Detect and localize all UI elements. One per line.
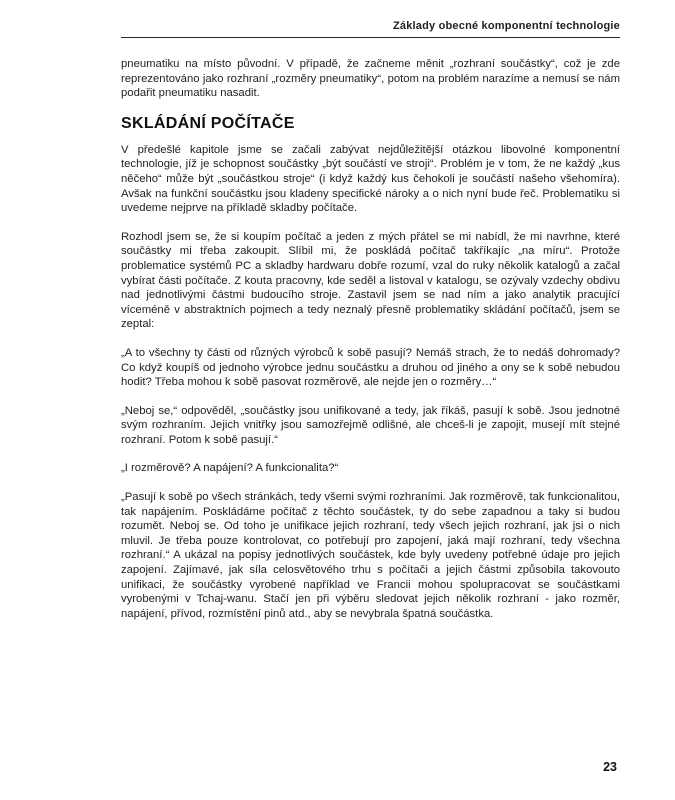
page-number: 23 xyxy=(603,760,617,774)
page-content xyxy=(121,57,620,635)
paragraph: „A to všechny ty části od různých výrobců k sobě pasují? Nemáš strach, že to nedáš dohromady? Co když koupíš od jednoho výrobce jednu součástku a druhou od jiného a ony se k sobě nebudou hodit? Třeba mohou k sobě pasovat rozměrově, ale nejde jen o rozměry…“ xyxy=(121,346,620,389)
paragraph: pneumatiku na místo původní. V případě, že začneme měnit „rozhraní součástky“, což je zde reprezentováno jako rozhraní „rozměry pneumatiky“, potom na problém narazíme a nemusí se nám podařit pneumatiku nasadit. xyxy=(121,58,620,100)
paragraph: „I rozměrově? A napájení? A funkcionalita?“ xyxy=(121,462,339,475)
running-header: Základy obecné komponentní technologie xyxy=(121,20,620,38)
section-heading: SKLÁDÁNÍ POČÍTAČE xyxy=(121,114,295,132)
paragraph: V předešlé kapitole jsme se začali zabývat nejdůležitější otázkou libovolné komponentní technologie, jíž je schopnost součástky „být součástí ve stroji“. Problém je v tom, že ne každý „kus něčeho“ může být „součástkou stroje“ (i když každý kus čehokoli je součástí našeho všehomíra). Avšak na funkční součástku jsou kladeny specifické nároky a o nich nyní bude řeč. Problematiku si uvedeme nejprve na příkladě skladby počítače. xyxy=(121,143,620,215)
paragraph: Rozhodl jsem se, že si koupím počítač a jeden z mých přátel se mi nabídl, že mi navrhne, které součástky mi třeba zakoupit. Slíbil mi, že poskládá počítač takříkajíc „na míru“. Protože problematice systémů PC a skladby hardwaru dobře rozumí, vzal do ruky několik katalogů a začal vybírat části počítače. Z kouta pracovny, kde seděl a listoval v katalogu, se ozývaly vzdechy obdivu nad jednotlivými částmi budoucího stroje. Zastavil jsem se nad ním a jako analytik pracující víceméně v abstraktních pojmech a tedy neznalý přesně problematiky skládání počítačů, jsem se zeptal: xyxy=(121,230,620,331)
paragraph: „Neboj se,“ odpověděl, „součástky jsou unifikované a tedy, jak říkáš, pasují k sobě. Jsou jednotné svým rozhraním. Jejich vnitřky jsou samozřejmě odlišné, ale chceš-li je zapojit, musejí mít stejné rozhraní. Potom k sobě pasují.“ xyxy=(121,404,620,446)
paragraph: „Pasují k sobě po všech stránkách, tedy všemi svými rozhraními. Jak rozměrově, tak funkcionalitou, tak napájením. Poskládáme počítač z těchto součástek, ty do sebe zapadnou a taky si budou rozumět. Neboj se. Od toho je unifikace jejich rozhraní, tedy všech jejich rozhraní, jak jsi o nich mluvil. Je třeba pouze kontrolovat, co potřebují pro zapojení, jaká mají rozhraní, tedy všechna rozhraní.“ A ukázal na popisy jednotlivých součástek, kde byly uvedeny potřebné údaje pro jejich zapojení. Zajímavé, jak síla celosvětového trhu s počítači a jejich částmi způsobila takovouto unifikaci, že součástky vyrobené například ve Francii mohou spolupracovat se součástkami vyrobenými v Tchaj-wanu. Stačí jen při výběru sledovat jejich několik rozhraní - jako rozměr, napájení, přívod, rozmístění pinů atd., aby se nevybrala špatná součástka. xyxy=(121,491,620,620)
